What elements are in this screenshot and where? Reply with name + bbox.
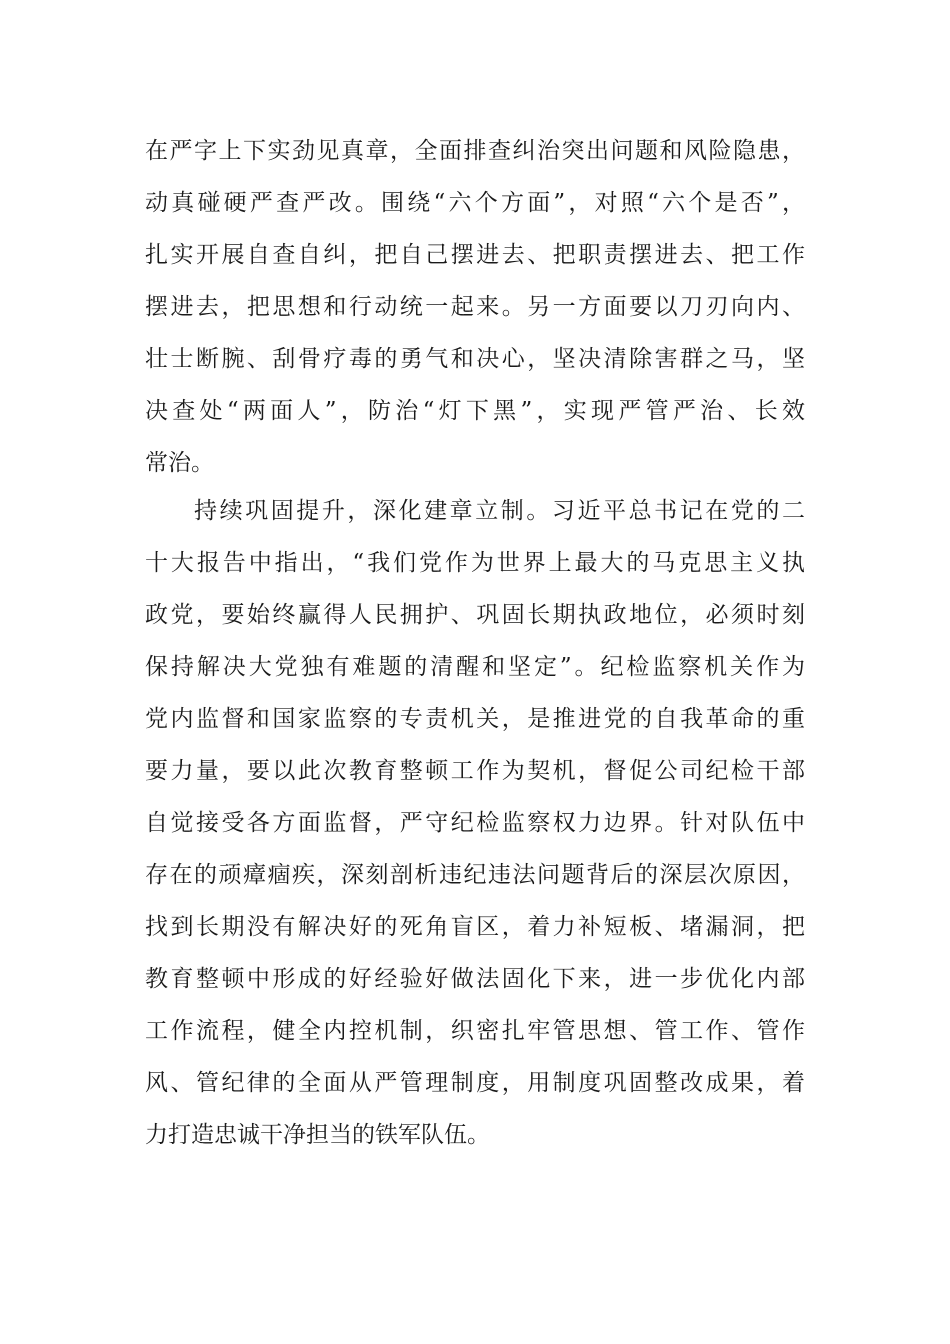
text-line: 持续巩固提升，深化建章立制。习近平总书记在党的二 bbox=[194, 498, 805, 524]
text-line: 摆进去，把思想和行动统一起来。另一方面要以刀刃向内、 bbox=[145, 294, 805, 320]
text-line: 风、管纪律的全面从严管理制度，用制度巩固整改成果，着 bbox=[145, 1070, 805, 1096]
text-line: 十大报告中指出，“我们党作为世界上最大的马克思主义执 bbox=[145, 550, 805, 576]
text-line: 要力量，要以此次教育整顿工作为契机，督促公司纪检干部 bbox=[145, 758, 805, 784]
text-line: 找到长期没有解决好的死角盲区，着力补短板、堵漏洞，把 bbox=[145, 914, 805, 940]
text-line: 壮士断腕、刮骨疗毒的勇气和决心，坚决清除害群之马，坚 bbox=[145, 346, 805, 372]
paragraph-strict-rectification bbox=[145, 125, 805, 489]
text-line: 在严字上下实劲见真章，全面排查纠治突出问题和风险隐患， bbox=[145, 138, 805, 164]
text-line: 存在的顽瘴痼疾，深刻剖析违纪违法问题背后的深层次原因， bbox=[145, 862, 805, 888]
text-line: 工作流程，健全内控机制，织密扎牢管思想、管工作、管作 bbox=[145, 1018, 805, 1044]
text-line: 自觉接受各方面监督，严守纪检监察权力边界。针对队伍中 bbox=[145, 810, 805, 836]
text-line: 扎实开展自查自纠，把自己摆进去、把职责摆进去、把工作 bbox=[145, 242, 805, 268]
text-line: 教育整顿中形成的好经验好做法固化下来，进一步优化内部 bbox=[145, 966, 805, 992]
text-line: 决查处“两面人”，防治“灯下黑”，实现严管严治、长效 bbox=[145, 398, 805, 424]
text-line: 常治。 bbox=[145, 450, 214, 476]
paragraph-consolidate-institutions bbox=[145, 485, 805, 1161]
text-line: 政党，要始终赢得人民拥护、巩固长期执政地位，必须时刻 bbox=[145, 602, 805, 628]
text-line: 保持解决大党独有难题的清醒和坚定”。纪检监察机关作为 bbox=[145, 654, 805, 680]
text-line: 党内监督和国家监察的专责机关，是推进党的自我革命的重 bbox=[145, 706, 805, 732]
text-line: 动真碰硬严查严改。围绕“六个方面”，对照“六个是否”， bbox=[145, 190, 805, 216]
text-line: 力打造忠诚干净担当的铁军队伍。 bbox=[145, 1122, 490, 1148]
